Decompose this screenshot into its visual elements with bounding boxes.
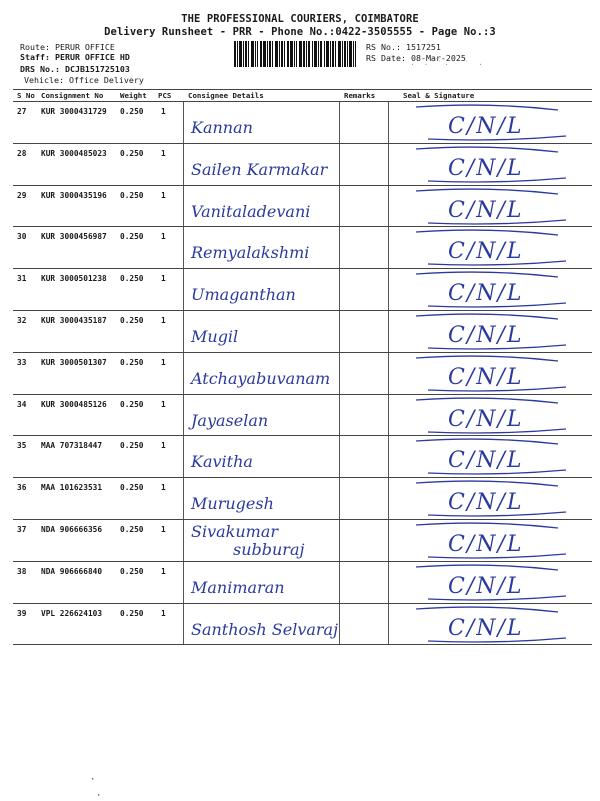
row-sno: 37 [17,524,27,534]
page-subtitle: Delivery Runsheet - PRR - Phone No.:0422-3505555 - Page No.:3 [104,26,496,38]
rs-number: RS No.: 1517251 [366,42,441,52]
row-weight: 0.250 [120,566,144,576]
consignee-handwritten-name: Manimaran [191,577,285,597]
seal-mark: C/N/L [448,490,524,516]
row-consignment-no: VPL 226624103 [41,608,103,618]
consignee-handwritten-name: Mugil [191,326,239,346]
row-weight: 0.250 [120,274,144,284]
seal-signature [408,146,568,184]
seal-signature [408,229,568,267]
table-row [13,562,592,604]
row-weight: 0.250 [120,315,144,325]
row-sno: 32 [17,315,27,325]
row-consignment-no: KUR 3000485126 [41,399,107,409]
consignee-handwritten-name: Remyalakshmi [191,243,310,263]
row-pcs: 1 [161,608,166,618]
row-sno: 29 [17,190,27,200]
seal-mark: C/N/L [448,573,524,599]
table-row [13,227,592,269]
page-title: THE PROFESSIONAL COURIERS, COIMBATORE [181,13,419,25]
row-weight: 0.250 [120,190,144,200]
seal-signature [408,104,568,142]
row-pcs: 1 [161,483,166,493]
table-row [13,269,592,311]
row-weight: 0.250 [120,441,144,451]
table-row [13,311,592,353]
route-label: Route: PERUR OFFICE [20,42,115,52]
table-row [13,353,592,395]
seal-signature [408,438,568,476]
row-sno: 33 [17,357,27,367]
row-consignment-no: KUR 3000456987 [41,232,107,242]
row-pcs: 1 [161,315,166,325]
consignee-handwritten-name: Kannan [191,118,253,137]
seal-mark: C/N/L [448,406,524,432]
table-row [13,102,592,144]
scan-speck: · ·˙˙·˙ ˙ · [410,60,485,69]
row-pcs: 1 [161,566,166,576]
table-row [13,604,592,646]
col-consignment: Consignment No [41,91,104,100]
seal-signature [408,480,568,518]
row-pcs: 1 [161,524,166,534]
consignee-handwritten-name: Atchayabuvanam [191,368,331,388]
row-pcs: 1 [161,357,166,367]
table-row [13,436,592,478]
row-sno: 30 [17,232,27,242]
row-consignment-no: KUR 3000435196 [41,190,107,200]
barcode [234,41,356,67]
row-consignment-no: KUR 3000435187 [41,315,107,325]
drs-number: DRS No.: DCJB151725103 [20,64,130,74]
row-weight: 0.250 [120,399,144,409]
consignee-handwritten-name: Murugesh [191,494,274,514]
seal-mark: C/N/L [448,281,524,307]
row-weight: 0.250 [120,357,144,367]
row-pcs: 1 [161,190,166,200]
row-sno: 34 [17,399,27,409]
seal-mark: C/N/L [448,364,524,390]
row-sno: 38 [17,566,27,576]
row-pcs: 1 [161,274,166,284]
row-weight: 0.250 [120,608,144,618]
consignee-handwritten-name: Sailen Karmakar [191,159,328,179]
col-remarks: Remarks [344,91,376,100]
vehicle-label: Vehicle: Office Delivery [24,75,144,85]
table-row [13,520,592,562]
seal-signature [408,606,568,644]
consignee-handwritten-name-line2: subburaj [233,539,305,559]
row-sno: 36 [17,483,27,493]
row-weight: 0.250 [120,148,144,158]
row-pcs: 1 [161,399,166,409]
table-row [13,478,592,520]
row-weight: 0.250 [120,483,144,493]
col-pcs: PCS [158,91,172,100]
col-seal: Seal & Signature [403,91,475,100]
seal-signature [408,522,568,560]
row-weight: 0.250 [120,232,144,242]
seal-signature [408,313,568,351]
seal-mark: C/N/L [448,114,524,139]
row-sno: 28 [17,148,27,158]
table-header [13,89,592,102]
seal-mark: C/N/L [448,448,524,474]
staff-label: Staff: PERUR OFFICE HD [20,52,130,62]
row-consignment-no: MAA 707318447 [41,441,103,451]
row-sno: 39 [17,608,27,618]
row-pcs: 1 [161,441,166,451]
seal-signature [408,397,568,435]
row-consignment-no: NDA 906666356 [41,524,103,534]
seal-mark: C/N/L [448,155,524,181]
row-sno: 27 [17,107,27,116]
row-consignment-no: MAA 101623531 [41,483,103,493]
seal-signature [408,188,568,226]
consignee-handwritten-name: Jayaselan [191,410,269,430]
row-sno: 31 [17,274,27,284]
table-row [13,186,592,228]
seal-mark: C/N/L [448,531,524,557]
row-pcs: 1 [161,107,166,116]
row-pcs: 1 [161,148,166,158]
consignee-handwritten-name: Kavitha [191,452,253,472]
consignee-handwritten-name: Vanitaladevani [191,201,311,221]
row-consignment-no: KUR 3000485023 [41,148,107,158]
scan-mark: · [96,791,102,801]
consignee-handwritten-name: Santhosh Selvaraj [191,619,339,639]
seal-mark: C/N/L [448,322,524,348]
row-consignment-no: KUR 3000501307 [41,357,107,367]
row-pcs: 1 [161,232,166,242]
table-body [13,102,592,645]
rs-date: RS Date: 08-Mar-2025 [366,53,466,63]
row-sno: 35 [17,441,27,451]
table-row [13,144,592,186]
seal-signature [408,355,568,393]
row-weight: 0.250 [120,524,144,534]
seal-mark: C/N/L [448,239,524,265]
row-weight: 0.250 [120,107,144,116]
consignee-handwritten-name: Umaganthan [191,285,296,305]
row-consignment-no: NDA 906666840 [41,566,103,576]
table-row [13,395,592,437]
seal-signature [408,564,568,602]
runsheet-table [13,89,592,645]
col-sno: S No [17,91,35,100]
consignee-handwritten-name: Sivakumar [191,521,279,541]
seal-signature [408,271,568,309]
row-consignment-no: KUR 3000501238 [41,274,107,284]
col-weight: Weight [120,91,147,100]
col-consignee: Consignee Details [188,91,264,100]
row-consignment-no: KUR 3000431729 [41,107,107,116]
seal-mark: C/N/L [448,615,524,641]
scan-mark: · [90,775,96,785]
seal-mark: C/N/L [448,197,524,223]
